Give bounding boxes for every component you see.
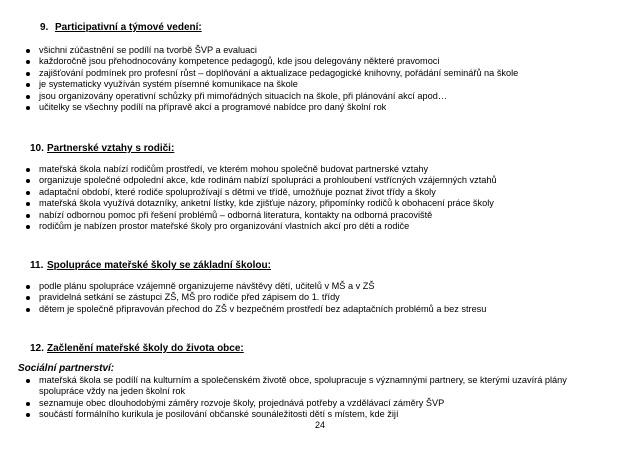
list-item: dětem je společně připravován přechod do ZŠ v bezpečném prostředí bez adaptačních problémů a bez stresu <box>0 304 620 315</box>
bullet-icon <box>26 285 30 289</box>
bullet-icon <box>26 214 30 218</box>
bullet-icon <box>26 49 30 53</box>
list-item: nabízí odbornou pomoc při řešení problémů – odborná literatura, kontakty na odborná pracoviště <box>0 210 620 221</box>
section-number: 11. <box>30 260 44 271</box>
bullet-icon <box>26 83 30 87</box>
bullet-icon <box>26 60 30 64</box>
bullet-icon <box>26 225 30 229</box>
bullet-list <box>0 45 620 113</box>
section-heading <box>40 22 202 33</box>
list-item: jsou organizovány operativní schůzky při mimořádných situacích na škole, při plánování akcí apod… <box>0 91 620 102</box>
bullet-icon <box>26 179 30 183</box>
list-item: seznamuje obec dlouhodobými záměry rozvoje školy, projednává potřeby a vzdělávací záměry ŠVP <box>0 398 620 409</box>
list-item: rodičům je nabízen prostor mateřské školy pro organizování vlastních akcí pro děti a rodiče <box>0 221 620 232</box>
section-heading <box>30 260 271 271</box>
page-number: 24 <box>314 420 325 430</box>
bullet-list <box>0 375 620 421</box>
section-title: Spolupráce mateřské školy se základní školou: <box>47 260 271 271</box>
bullet-icon <box>26 402 30 406</box>
list-item: zajišťování podmínek pro profesní růst – doplňování a aktualizace pedagogické knihovny, pořádání seminářů na škole <box>0 68 620 79</box>
bullet-icon <box>26 106 30 110</box>
bullet-icon <box>26 191 30 195</box>
section-number: 12. <box>30 343 44 354</box>
bullet-icon <box>26 413 30 417</box>
bullet-icon <box>26 296 30 300</box>
bullet-icon <box>26 95 30 99</box>
list-item: všichni zúčastnění se podílí na tvorbě ŠVP a evaluaci <box>0 45 620 56</box>
bullet-icon <box>26 202 30 206</box>
section-number: 10. <box>30 143 44 154</box>
list-item: mateřská škola se podílí na kulturním a společenském životě obce, spolupracuje s významnými partnery, se kterými uzavírá plány spolupráce vždy na jeden školní rok <box>0 375 609 398</box>
bullet-icon <box>26 72 30 76</box>
section-title: Participativní a týmové vedení: <box>55 22 202 33</box>
section-title: Partnerské vztahy s rodiči: <box>47 143 175 154</box>
section-heading <box>30 343 244 354</box>
list-item: podle plánu spolupráce vzájemně organizujeme návštěvy dětí, učitelů v MŠ a v ZŠ <box>0 281 620 292</box>
list-item: organizuje společné odpolední akce, kde rodinám nabízí spolupráci a prohloubení vstřícných vzájemných vztahů <box>0 175 620 186</box>
section-heading <box>30 143 174 154</box>
list-item: každoročně jsou přehodnocovány kompetence pedagogů, kde jsou delegovány některé pravomoci <box>0 56 620 67</box>
bullet-list <box>0 281 620 315</box>
bullet-list <box>0 164 620 232</box>
list-item: učitelky se všechny podílí na přípravě akcí a programové nabídce pro daný školní rok <box>0 102 620 113</box>
subheading: Sociální partnerství: <box>18 363 115 374</box>
section-title: Začlenění mateřské školy do života obce: <box>47 343 244 354</box>
list-item: mateřská škola nabízí rodičům prostředí, ve kterém mohou společně budovat partnerské vztahy <box>0 164 620 175</box>
list-item: mateřská škola využívá dotazníky, anketní lístky, kde zjišťuje názory, připomínky rodičů k obohacení práce školy <box>0 198 620 209</box>
list-item: je systematicky využíván systém písemné komunikace na škole <box>0 79 620 90</box>
list-item: pravidelná setkání se zástupci ZŠ, MŠ pro rodiče před zápisem do 1. třídy <box>0 292 620 303</box>
section-number: 9. <box>40 22 49 33</box>
list-item: součástí formálního kurikula je posilování občanské sounáležitosti dětí s místem, kde žijí <box>0 409 620 420</box>
bullet-icon <box>26 308 30 312</box>
bullet-icon <box>26 168 30 172</box>
bullet-icon <box>26 379 30 383</box>
list-item: adaptační období, které rodiče spoluprožívají s dětmi ve třídě, umožňuje poznat život třídy a školy <box>0 187 620 198</box>
